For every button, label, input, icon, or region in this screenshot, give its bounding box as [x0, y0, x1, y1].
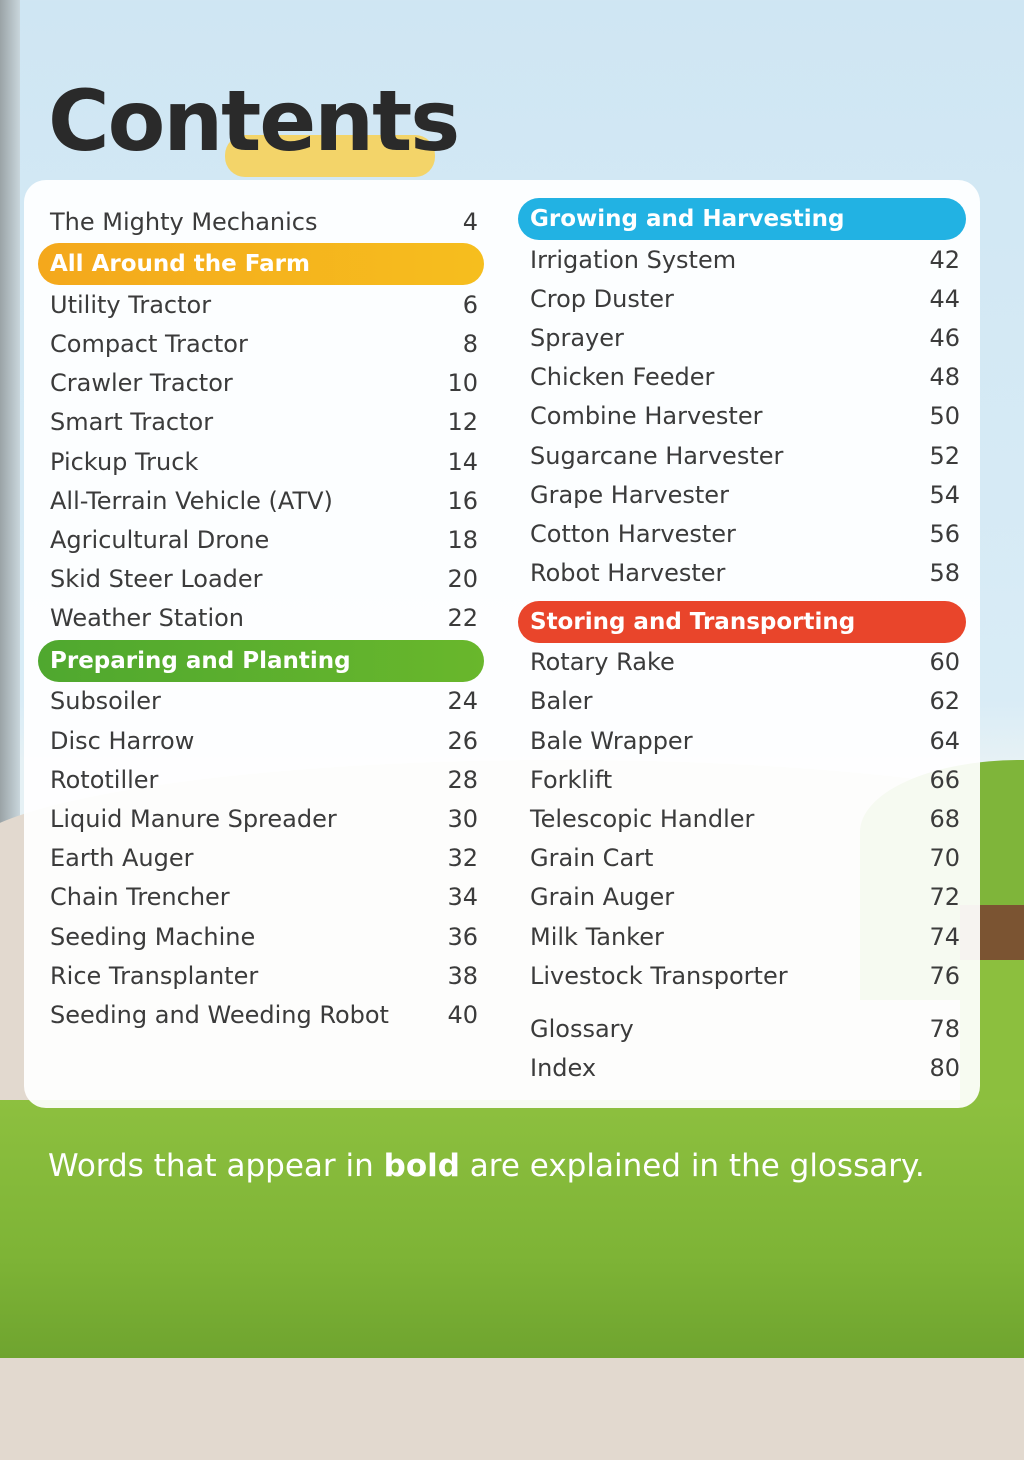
- entry-label: Grape Harvester: [530, 480, 729, 509]
- entry-page: 72: [929, 883, 960, 912]
- toc-entry[interactable]: [530, 554, 966, 593]
- contents-right-column: [530, 198, 966, 1088]
- entry-label: Forklift: [530, 765, 613, 794]
- section-heading-planting: Preparing and Planting: [38, 640, 484, 682]
- entry-label: Crop Duster: [530, 284, 674, 313]
- entry-label: Robot Harvester: [530, 559, 726, 588]
- entry-page: 58: [929, 559, 960, 588]
- entry-page: 38: [447, 961, 478, 990]
- entry-label: Irrigation System: [530, 245, 737, 274]
- toc-entry[interactable]: [530, 799, 966, 838]
- entry-page: 74: [929, 922, 960, 951]
- entry-label: Earth Auger: [50, 844, 194, 873]
- entry-page: 46: [929, 323, 960, 352]
- entry-label: Rice Transplanter: [50, 961, 259, 990]
- entry-label: Seeding and Weeding Robot: [50, 1000, 389, 1029]
- entry-page: 44: [929, 284, 960, 313]
- toc-entry[interactable]: [530, 760, 966, 799]
- section-heading-harvesting: Growing and Harvesting: [518, 198, 966, 240]
- toc-entry[interactable]: [50, 442, 484, 481]
- entry-label: Smart Tractor: [50, 408, 214, 437]
- entry-page: 78: [929, 1014, 960, 1043]
- entry-page: 16: [447, 486, 478, 515]
- toc-entry[interactable]: [530, 475, 966, 514]
- toc-entry[interactable]: [50, 760, 484, 799]
- toc-entry[interactable]: [530, 643, 966, 682]
- entry-label: Glossary: [530, 1014, 634, 1043]
- entry-page: 10: [447, 369, 478, 398]
- entry-page: 14: [447, 447, 478, 476]
- entry-label: Seeding Machine: [50, 922, 256, 951]
- entry-label: Grain Cart: [530, 844, 654, 873]
- entry-label: Crawler Tractor: [50, 369, 233, 398]
- toc-entry[interactable]: [50, 839, 484, 878]
- entry-page: 56: [929, 519, 960, 548]
- toc-entry[interactable]: [50, 560, 484, 599]
- toc-entry[interactable]: [50, 481, 484, 520]
- entry-page: 42: [929, 245, 960, 274]
- entry-label: Index: [530, 1054, 597, 1083]
- entry-page: 62: [929, 687, 960, 716]
- toc-entry[interactable]: [50, 721, 484, 760]
- entry-label: Grain Auger: [530, 883, 675, 912]
- toc-entry-intro[interactable]: [50, 202, 484, 241]
- toc-entry[interactable]: [50, 285, 484, 324]
- entry-label: Pickup Truck: [50, 447, 199, 476]
- entry-label: Utility Tractor: [50, 290, 212, 319]
- toc-entry[interactable]: [530, 917, 966, 956]
- entry-label: Liquid Manure Spreader: [50, 805, 337, 834]
- entry-label: Disc Harrow: [50, 726, 195, 755]
- toc-entry[interactable]: [50, 599, 484, 638]
- entry-label: Combine Harvester: [530, 402, 763, 431]
- entry-label: Livestock Transporter: [530, 961, 788, 990]
- toc-entry[interactable]: [50, 324, 484, 363]
- entry-label: Rotary Rake: [530, 648, 675, 677]
- entry-page: 20: [447, 565, 478, 594]
- entry-label: Chain Trencher: [50, 883, 230, 912]
- entry-page: 8: [462, 329, 478, 358]
- toc-entry[interactable]: [50, 799, 484, 838]
- toc-entry[interactable]: [530, 318, 966, 357]
- entry-page: 4: [462, 207, 478, 236]
- entry-page: 60: [929, 648, 960, 677]
- entry-label: Telescopic Handler: [530, 805, 755, 834]
- entry-page: 30: [447, 805, 478, 834]
- toc-entry[interactable]: [50, 917, 484, 956]
- entry-page: 70: [929, 844, 960, 873]
- toc-entry[interactable]: [50, 956, 484, 995]
- toc-entry[interactable]: [530, 839, 966, 878]
- back-matter-list: [530, 1009, 966, 1087]
- section-heading-farm: All Around the Farm: [38, 243, 484, 285]
- entry-label: Sprayer: [530, 323, 624, 352]
- entry-page: 18: [447, 525, 478, 554]
- contents-left-column: [50, 202, 484, 1035]
- entry-label: Sugarcane Harvester: [530, 441, 784, 470]
- entry-label: Milk Tanker: [530, 922, 664, 951]
- section-list-planting: [50, 682, 484, 1035]
- entry-label: Baler: [530, 687, 593, 716]
- entry-page: 40: [447, 1000, 478, 1029]
- entry-page: 50: [929, 402, 960, 431]
- toc-entry[interactable]: [50, 878, 484, 917]
- entry-page: 48: [929, 363, 960, 392]
- footnote-before: Words that appear in: [48, 1148, 384, 1184]
- entry-page: 54: [929, 480, 960, 509]
- entry-page: 64: [929, 726, 960, 755]
- entry-page: 26: [447, 726, 478, 755]
- toc-entry[interactable]: [50, 364, 484, 403]
- page-title: Contents: [48, 72, 459, 170]
- section-list-harvesting: [530, 240, 966, 593]
- toc-entry[interactable]: [530, 721, 966, 760]
- toc-entry[interactable]: [530, 682, 966, 721]
- toc-entry[interactable]: [50, 403, 484, 442]
- entry-page: 6: [462, 290, 478, 319]
- toc-entry[interactable]: [530, 397, 966, 436]
- toc-entry[interactable]: [50, 682, 484, 721]
- entry-page: 12: [447, 408, 478, 437]
- section-heading-transporting: Storing and Transporting: [518, 601, 966, 643]
- toc-entry[interactable]: [50, 520, 484, 559]
- section-list-transporting: [530, 643, 966, 996]
- entry-page: 80: [929, 1054, 960, 1083]
- entry-label: Skid Steer Loader: [50, 565, 263, 594]
- toc-entry[interactable]: [50, 995, 484, 1034]
- toc-entry[interactable]: [530, 279, 966, 318]
- entry-label: Weather Station: [50, 604, 245, 633]
- entry-page: 24: [447, 687, 478, 716]
- entry-page: 52: [929, 441, 960, 470]
- glossary-footnote: [48, 1148, 988, 1184]
- entry-page: 34: [447, 883, 478, 912]
- entry-label: Cotton Harvester: [530, 519, 736, 548]
- background-field: [0, 1100, 1024, 1358]
- back-matter-spacer: [530, 995, 966, 1009]
- toc-entry[interactable]: [530, 514, 966, 553]
- entry-label: Rototiller: [50, 765, 159, 794]
- entry-label: Bale Wrapper: [530, 726, 693, 755]
- entry-page: 68: [929, 805, 960, 834]
- toc-entry[interactable]: [530, 956, 966, 995]
- toc-entry[interactable]: [530, 1009, 966, 1048]
- toc-entry[interactable]: [530, 878, 966, 917]
- entry-page: 22: [447, 604, 478, 633]
- toc-entry[interactable]: [530, 436, 966, 475]
- entry-label: The Mighty Mechanics: [50, 207, 318, 236]
- toc-entry[interactable]: [530, 1049, 966, 1088]
- entry-page: 32: [447, 844, 478, 873]
- entry-page: 76: [929, 961, 960, 990]
- section-list-farm: [50, 285, 484, 638]
- entry-page: 28: [447, 765, 478, 794]
- toc-entry[interactable]: [530, 358, 966, 397]
- entry-label: Chicken Feeder: [530, 363, 715, 392]
- toc-entry[interactable]: [530, 240, 966, 279]
- entry-page: 66: [929, 765, 960, 794]
- entry-label: Agricultural Drone: [50, 525, 270, 554]
- entry-page: 36: [447, 922, 478, 951]
- footnote-bold-word: bold: [383, 1148, 460, 1184]
- entry-label: All-Terrain Vehicle (ATV): [50, 486, 333, 515]
- footnote-after: are explained in the glossary.: [459, 1148, 925, 1184]
- entry-label: Compact Tractor: [50, 329, 248, 358]
- entry-label: Subsoiler: [50, 687, 161, 716]
